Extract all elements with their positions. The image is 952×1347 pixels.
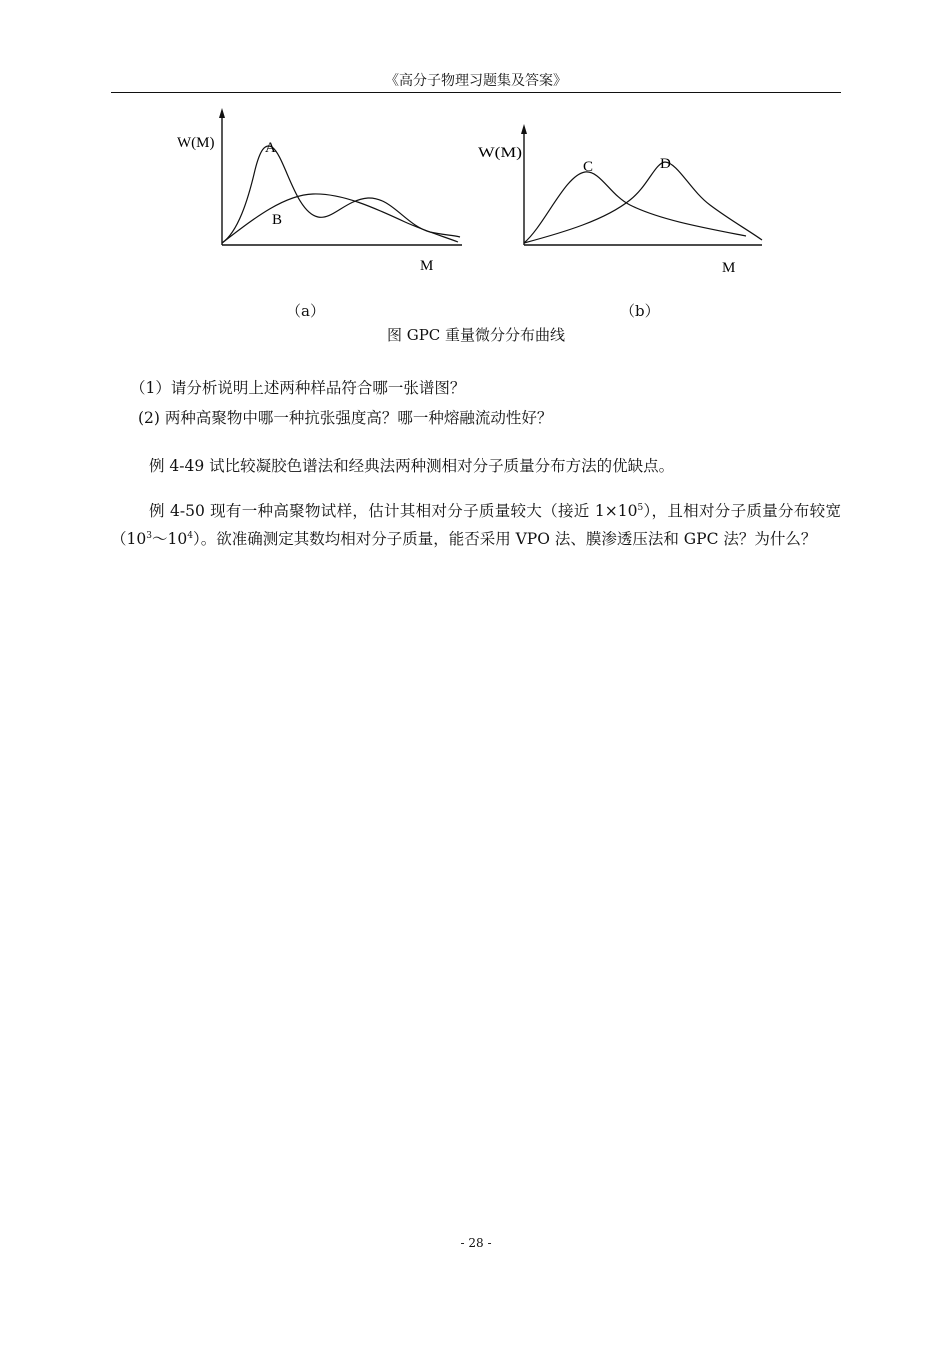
curve-a bbox=[222, 146, 460, 243]
panel-b-y-label: W(M) bbox=[478, 145, 522, 161]
figure-caption: 图 GPC 重量微分分布曲线 bbox=[386, 326, 566, 344]
panel-a-y-arrow bbox=[219, 108, 225, 118]
example-4-49: 例 4-49 试比较凝胶色谱法和经典法两种测相对分子质量分布方法的优缺点。 bbox=[149, 457, 675, 475]
running-header: 《高分子物理习题集及答案》 bbox=[385, 73, 567, 89]
example-4-50-text-1: 例 4-50 现有一种高聚物试样，估计其相对分子质量较大（接近 1×10 bbox=[149, 502, 638, 520]
panel-a-sublabel: （a） bbox=[286, 302, 325, 320]
panel-b-y-arrow bbox=[521, 124, 527, 134]
example-4-50-text-2: ），且相对分子质量分布较宽（10 bbox=[111, 502, 841, 548]
panel-b-x-label: M bbox=[722, 260, 736, 276]
example-4-50 bbox=[111, 497, 841, 553]
example-4-50-text-4: ）。欲准确测定其数均相对分子质量，能否采用 VPO 法、膜渗透压法和 GPC 法？为什么？ bbox=[192, 530, 817, 548]
exponent-5: 5 bbox=[637, 503, 644, 513]
curve-d bbox=[524, 162, 762, 243]
exponent-3: 3 bbox=[146, 531, 152, 541]
question-2: (2) 两种高聚物中哪一种抗张强度高？哪一种熔融流动性好？ bbox=[138, 409, 553, 427]
exponent-4: 4 bbox=[187, 531, 193, 541]
panel-a bbox=[177, 108, 462, 274]
gpc-figure bbox=[0, 100, 952, 280]
header-rule bbox=[111, 92, 841, 93]
panel-b-sublabel: （b） bbox=[620, 302, 660, 320]
page-number: - 28 - bbox=[460, 1236, 492, 1250]
panel-a-curve-label-b: B bbox=[272, 212, 283, 228]
panel-b-curve-label-d: D bbox=[660, 156, 671, 172]
panel-a-y-label: W(M) bbox=[177, 135, 215, 151]
curve-b bbox=[222, 194, 458, 243]
panel-b-curve-label-c: C bbox=[583, 159, 594, 175]
panel-a-curve-label-a: A bbox=[265, 140, 276, 156]
example-4-50-text-3: ～10 bbox=[151, 530, 188, 548]
panel-b bbox=[478, 124, 762, 276]
question-1: （1）请分析说明上述两种样品符合哪一张谱图？ bbox=[130, 379, 466, 397]
panel-a-x-label: M bbox=[420, 258, 434, 274]
